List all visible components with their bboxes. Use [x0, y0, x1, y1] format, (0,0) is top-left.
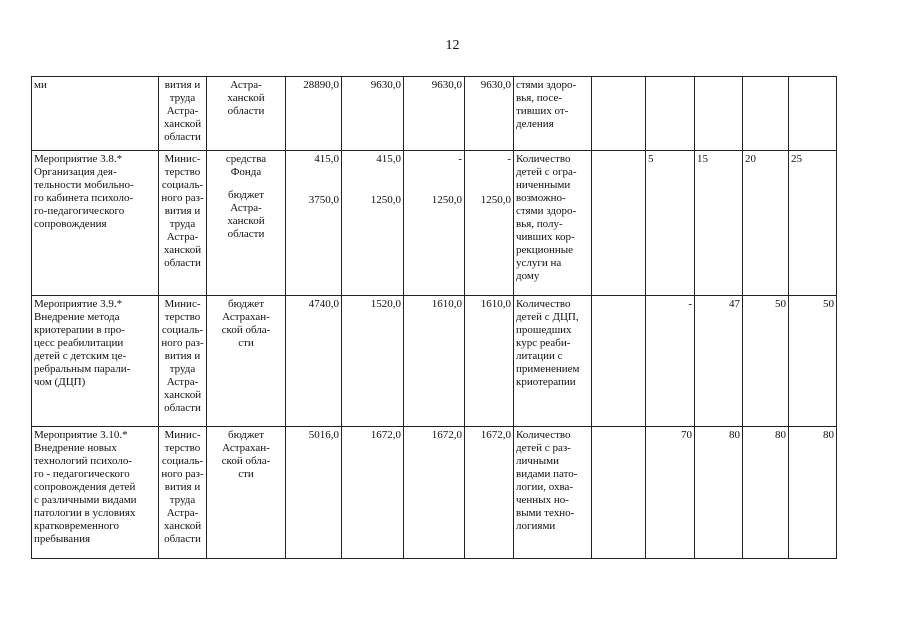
indicator-cell: Количество детей с раз- личными видами пато- логии, охва- ченных но- выми техно- логиями: [514, 427, 592, 559]
funding-source-secondary: бюджет Астра- ханской области: [227, 189, 265, 240]
funding-source-cell: [207, 77, 286, 151]
year2-cell: [404, 77, 465, 151]
table-row: [32, 296, 837, 427]
year2-cell: [404, 296, 465, 427]
indicator-base-cell: [592, 151, 646, 296]
indicator-base-cell: [592, 296, 646, 427]
indicator-base-cell: [592, 427, 646, 559]
year2-value: 1672,0: [431, 429, 462, 441]
funding-source-cell: [207, 151, 286, 296]
year1-value: 1520,0: [370, 298, 401, 310]
total-value: 4740,0: [308, 298, 339, 310]
year3-value: 1610,0: [480, 298, 511, 310]
funding-source-primary: бюджет Астрахан- ской обла- сти: [221, 429, 271, 480]
total-cell: [286, 427, 342, 559]
year2-cell: [404, 427, 465, 559]
indicator-base-cell: [592, 77, 646, 151]
year2-value: -: [458, 153, 462, 165]
indicator-year3-cell: 80: [743, 427, 789, 559]
indicator-year3-cell: 20: [743, 151, 789, 296]
table-row: [32, 427, 837, 559]
indicator-year2-cell: [695, 77, 743, 151]
executor-cell: Минис- терство социаль- ного раз- вития и труда Астра- ханской области: [159, 151, 207, 296]
year1-value-secondary: 1250,0: [370, 194, 401, 206]
measure-name-cell: ми: [32, 77, 159, 151]
year3-value: 1672,0: [480, 429, 511, 441]
year1-value: 1672,0: [370, 429, 401, 441]
indicator-year1-cell: [646, 77, 695, 151]
program-table: [31, 76, 837, 559]
year1-cell: [342, 77, 404, 151]
indicator-cell: стями здоро- вья, посе- тивших от- деления: [514, 77, 592, 151]
year3-value: 9630,0: [480, 79, 511, 91]
year1-value: 415,0: [376, 153, 401, 165]
indicator-year4-cell: 50: [789, 296, 837, 427]
funding-source-primary: бюджет Астрахан- ской обла- сти: [221, 298, 271, 349]
year3-cell: [465, 427, 514, 559]
total-cell: [286, 296, 342, 427]
year1-cell: [342, 296, 404, 427]
measure-name-cell: Мероприятие 3.10.* Внедрение новых технологий психоло- го - педагогического сопровождения детей с различными видами патологии в условиях кратковременного пребывания: [32, 427, 159, 559]
table-row: [32, 151, 837, 296]
year1-cell: [342, 427, 404, 559]
year2-value-secondary: 1250,0: [431, 194, 462, 206]
funding-source-primary: средства Фонда: [225, 153, 267, 178]
year3-cell: [465, 151, 514, 296]
indicator-year2-cell: 47: [695, 296, 743, 427]
year2-value: 1610,0: [431, 298, 462, 310]
funding-source-primary: Астра- ханской области: [227, 79, 265, 117]
indicator-cell: Количество детей с ДЦП, прошедших курс реаби- литации с применением криотерапии: [514, 296, 592, 427]
indicator-year2-cell: 15: [695, 151, 743, 296]
indicator-year1-cell: 5: [646, 151, 695, 296]
page-number: 12: [445, 38, 460, 53]
indicator-cell: Количество детей с огра- ниченными возможно- стями здоро- вья, полу- чивших кор- рекционные услуги на дому: [514, 151, 592, 296]
year1-cell: [342, 151, 404, 296]
measure-name-cell: Мероприятие 3.9.* Внедрение метода криотерапии в про- цесс реабилитации детей с детским це- ребральным парали- чом (ДЦП): [32, 296, 159, 427]
indicator-year4-cell: 25: [789, 151, 837, 296]
indicator-year1-cell: 70: [646, 427, 695, 559]
funding-source-cell: [207, 296, 286, 427]
total-value: 415,0: [314, 153, 339, 165]
measure-name-cell: Мероприятие 3.8.* Организация дея- тельности мобильно- го кабинета психоло- го-педагогического сопровождения: [32, 151, 159, 296]
year3-value: -: [507, 153, 511, 165]
total-value: 5016,0: [308, 429, 339, 441]
year1-value: 9630,0: [370, 79, 401, 91]
indicator-year4-cell: 80: [789, 427, 837, 559]
year3-cell: [465, 77, 514, 151]
total-cell: [286, 77, 342, 151]
indicator-year1-cell: -: [646, 296, 695, 427]
total-cell: [286, 151, 342, 296]
executor-cell: Минис- терство социаль- ного раз- вития и труда Астра- ханской области: [159, 296, 207, 427]
funding-source-cell: [207, 427, 286, 559]
year2-cell: [404, 151, 465, 296]
total-value-secondary: 3750,0: [308, 194, 339, 206]
year3-cell: [465, 296, 514, 427]
indicator-year3-cell: 50: [743, 296, 789, 427]
indicator-year4-cell: [789, 77, 837, 151]
year2-value: 9630,0: [431, 79, 462, 91]
total-value: 28890,0: [303, 79, 339, 91]
indicator-year3-cell: [743, 77, 789, 151]
executor-cell: Минис- терство социаль- ного раз- вития и труда Астра- ханской области: [159, 427, 207, 559]
table-row: [32, 77, 837, 151]
executor-cell: вития и труда Астра- ханской области: [159, 77, 207, 151]
indicator-year2-cell: 80: [695, 427, 743, 559]
year3-value-secondary: 1250,0: [480, 194, 511, 206]
